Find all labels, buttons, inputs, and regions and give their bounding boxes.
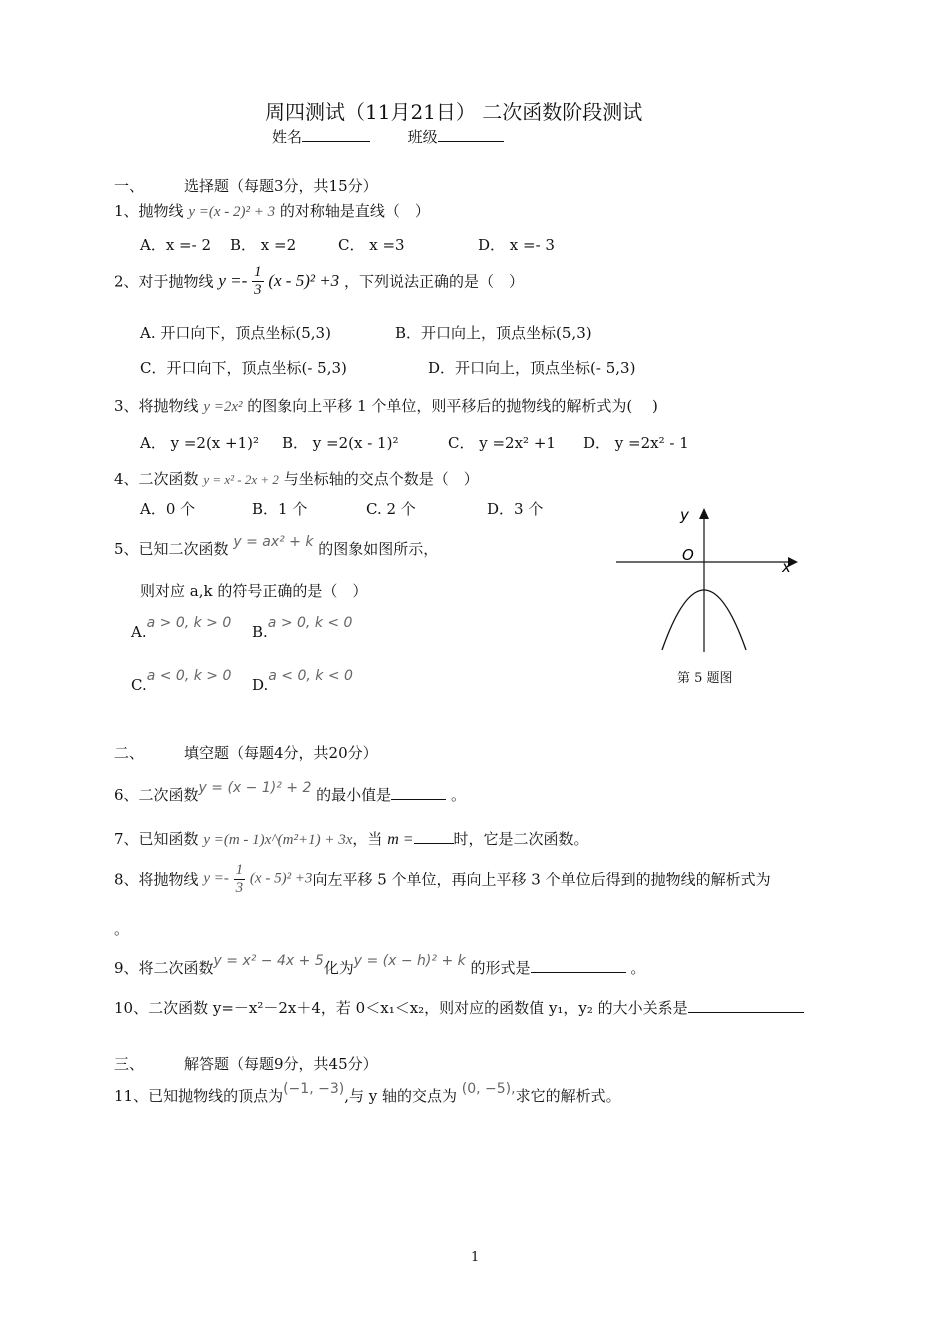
q5-option-b-label: B. (252, 623, 268, 641)
q9-answer-blank[interactable] (531, 958, 626, 973)
name-field[interactable] (272, 126, 504, 147)
section2-title: 填空题（每题4分，共20分） (184, 744, 378, 762)
q6-prefix: 6、二次函数 (114, 786, 199, 804)
q4-prefix: 4、二次函数 (114, 470, 199, 488)
q8-fraction (234, 862, 246, 896)
question-11 (114, 1081, 621, 1106)
q3-option-a[interactable]: A． y =2(x +1)² (140, 434, 260, 452)
q2-formula-lhs: y =- (218, 271, 248, 290)
q3-option-b[interactable]: B． y =2(x - 1)² (282, 434, 399, 452)
q9-formula1: y = x² − 4x + 5 (213, 953, 324, 969)
q6-end: 。 (450, 786, 466, 804)
q9-formula2: y = (x − h)² + k (353, 953, 466, 969)
q8-formula-rhs: (x - 5)² +3 (249, 870, 313, 887)
page-title: 周四测试（11月21日） 二次函数阶段测试 (265, 100, 643, 124)
q9-end: 。 (630, 959, 646, 977)
q2-prefix: 2、对于抛物线 (114, 272, 214, 291)
q1-prefix: 1、抛物线 (114, 202, 184, 220)
q8-prefix: 8、将抛物线 (114, 870, 199, 889)
section1-num: 一、 (114, 177, 145, 195)
question-5 (114, 534, 439, 559)
q1-formula: y =(x - 2)² + 3 (188, 204, 276, 220)
q2-option-c[interactable]: C．开口向下，顶点坐标(- 5,3) (140, 359, 347, 377)
q5-option-c[interactable] (131, 666, 232, 694)
page-number: 1 (471, 1250, 480, 1265)
q6-formula: y = (x − 1)² + 2 (198, 780, 312, 796)
q3-option-d[interactable]: D． y =2x² - 1 (583, 434, 689, 452)
q2-option-a[interactable]: A. 开口向下，顶点坐标(5,3) (140, 324, 331, 342)
q4-formula: y = x² - 2x + 2 (203, 472, 279, 487)
q5-prefix: 5、已知二次函数 (114, 540, 229, 558)
q5-option-d-formula: a < 0, k < 0 (268, 668, 353, 684)
q8-frac-den: 3 (235, 879, 244, 896)
section1-title: 选择题（每题3分，共15分） (184, 177, 378, 195)
q10-text: 10、二次函数 y=－x²－2x＋4，若 0＜x₁＜x₂，则对应的函数值 y₁，y₂ 的大小关系是 (114, 999, 688, 1017)
q1-option-d[interactable]: D． x =- 3 (478, 236, 555, 254)
name-label: 姓名 (272, 128, 303, 146)
q7-var: m = (387, 831, 414, 848)
q1-suffix: 的对称轴是直线（ ） (279, 202, 430, 220)
section2-heading (114, 742, 378, 763)
q4-suffix: 与坐标轴的交点个数是（ ） (283, 470, 479, 488)
question-7 (114, 828, 589, 849)
q10-answer-blank[interactable] (688, 998, 804, 1013)
q9-prefix: 9、将二次函数 (114, 959, 214, 977)
q3-suffix: 的图象向上平移 1 个单位，则平移后的抛物线的解析式为( ) (247, 397, 658, 415)
q11-prefix: 11、已知抛物线的顶点为 (114, 1087, 284, 1105)
question-2 (114, 264, 524, 298)
question-1 (114, 200, 430, 221)
y-axis-arrow-icon (699, 508, 709, 519)
q7-mid: ，当 (352, 830, 383, 848)
q8-frac-num: 1 (235, 862, 244, 878)
q2-suffix: ，下列说法正确的是（ ） (343, 272, 524, 291)
q6-suffix: 的最小值是 (316, 786, 392, 804)
class-label: 班级 (407, 128, 438, 146)
origin-label: O (682, 546, 694, 564)
q6-answer-blank[interactable] (391, 785, 446, 800)
section3-num: 三、 (114, 1055, 145, 1073)
q5-parabola-figure (612, 500, 802, 660)
q5-option-a-formula: a > 0, k > 0 (146, 615, 232, 631)
name-blank[interactable] (302, 127, 370, 142)
axis-label-x: x (782, 558, 791, 576)
q3-prefix: 3、将抛物线 (114, 397, 199, 415)
q11-point2: (0, −5), (461, 1081, 516, 1097)
q5-option-d[interactable] (252, 666, 353, 694)
q5-option-c-formula: a < 0, k > 0 (146, 668, 232, 684)
question-4 (114, 468, 479, 489)
q5-formula: y = ax² + k (233, 534, 314, 550)
q4-option-b[interactable]: B．1 个 (252, 500, 308, 518)
q5-option-a-label: A. (131, 623, 147, 641)
q4-option-d[interactable]: D．3 个 (487, 500, 544, 518)
q7-answer-blank[interactable] (414, 829, 454, 844)
q5-option-b[interactable] (252, 613, 353, 641)
q1-option-b[interactable]: B． x =2 (230, 236, 297, 254)
q1-option-a[interactable]: A．x =- 2 (140, 236, 212, 254)
q8-end: 。 (114, 920, 130, 938)
q1-option-c[interactable]: C． x =3 (338, 236, 405, 254)
section1-heading (114, 175, 378, 196)
q7-suffix: 时，它是二次函数。 (453, 830, 589, 848)
q2-option-d[interactable]: D．开口向上，顶点坐标(- 5,3) (428, 359, 636, 377)
question-6 (114, 780, 466, 805)
q7-prefix: 7、已知函数 (114, 830, 199, 848)
figure-caption: 第 5 题图 (677, 671, 733, 686)
q7-formula: y =(m - 1)x^(m²+1) + 3x (203, 832, 353, 848)
q2-frac-num: 1 (254, 264, 262, 280)
q3-formula: y =2x² (203, 399, 243, 415)
question-9 (114, 953, 646, 978)
q4-option-a[interactable]: A．0 个 (140, 500, 196, 518)
q11-point1: (−1, −3) (283, 1081, 345, 1097)
question-8 (114, 862, 771, 896)
q5-line2: 则对应 a,k 的符号正确的是（ ） (140, 582, 368, 600)
question-10 (114, 997, 804, 1018)
q2-frac-den: 3 (254, 281, 262, 298)
q5-option-b-formula: a > 0, k < 0 (267, 615, 353, 631)
class-blank[interactable] (438, 127, 504, 142)
section3-heading (114, 1053, 378, 1074)
q8-formula-lhs: y =- (203, 870, 229, 887)
q5-option-c-label: C. (131, 676, 147, 694)
q2-formula-rhs: (x - 5)² +3 (268, 271, 340, 290)
q2-option-b[interactable]: B．开口向上，顶点坐标(5,3) (395, 324, 592, 342)
q5-suffix: 的图象如图所示， (318, 540, 439, 558)
q2-fraction (252, 264, 264, 298)
question-3 (114, 395, 658, 416)
q9-suffix: 的形式是 (470, 959, 531, 977)
section2-num: 二、 (114, 744, 145, 762)
q9-mid: 化为 (323, 959, 354, 977)
q11-mid: ,与 y 轴的交点为 (344, 1087, 457, 1105)
q5-option-d-label: D. (252, 676, 269, 694)
axis-label-y: y (680, 506, 689, 524)
q8-suffix: 向左平移 5 个单位，再向上平移 3 个单位后得到的抛物线的解析式为 (312, 870, 771, 889)
q11-suffix: 求它的解析式。 (515, 1087, 621, 1105)
q4-option-c[interactable]: C. 2 个 (366, 500, 416, 518)
q5-option-a[interactable] (131, 613, 232, 641)
section3-title: 解答题（每题9分，共45分） (184, 1055, 378, 1073)
q3-option-c[interactable]: C． y =2x² +1 (448, 434, 556, 452)
